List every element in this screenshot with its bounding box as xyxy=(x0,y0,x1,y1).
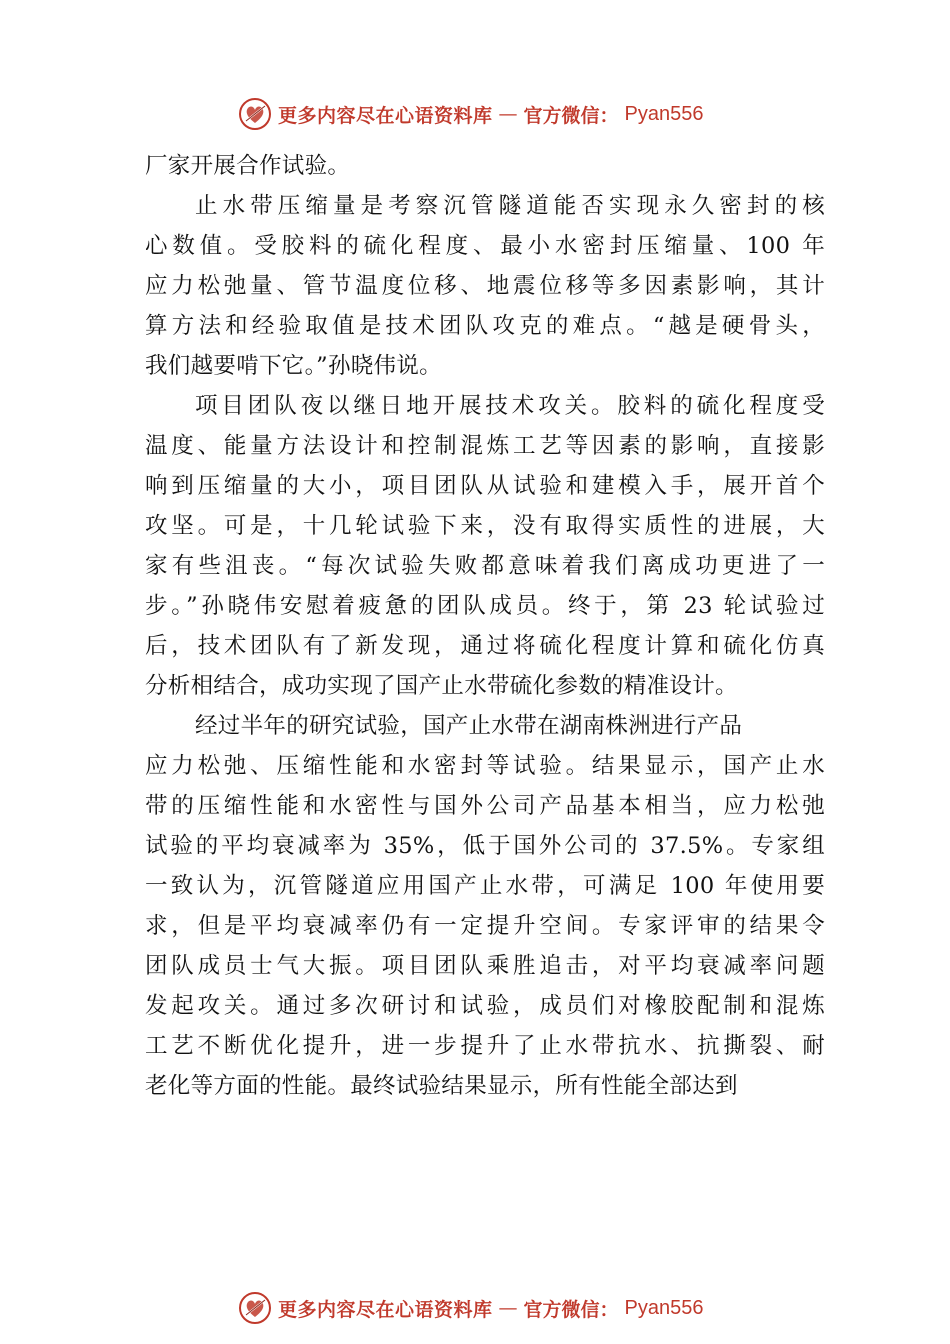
watermark-wechat-label: 官方微信： xyxy=(523,104,619,127)
footer-watermark xyxy=(238,1288,704,1328)
watermark-wechat-label: 官方微信： xyxy=(523,1298,619,1321)
text-line: 老化等方面的性能。最终试验结果显示，所有性能全部达到 xyxy=(145,1073,738,1099)
watermark-wechat-id: Pyan556 xyxy=(624,102,704,125)
watermark-site-text: 更多内容尽在心语资料库 xyxy=(278,104,493,127)
text-line: 止水带压缩量是考察沉管隧道能否实现永久密封的核 xyxy=(195,193,825,219)
text-line: 攻坚。可是，十几轮试验下来，没有取得实质性的进展，大 xyxy=(145,513,825,539)
text-line: 响到压缩量的大小，项目团队从试验和建模入手，展开首个 xyxy=(145,473,825,499)
watermark-separator: — xyxy=(498,103,518,125)
text-line: 家有些沮丧。“每次试验失败都意味着我们离成功更进了一 xyxy=(145,553,825,579)
watermark-site-text: 更多内容尽在心语资料库 xyxy=(278,1298,493,1321)
text-line: 试验的平均衰减率为 35%，低于国外公司的 37.5%。专家组 xyxy=(145,833,825,859)
watermark-wechat-id: Pyan556 xyxy=(624,1296,704,1319)
text-line: 温度、能量方法设计和控制混炼工艺等因素的影响，直接影 xyxy=(145,433,825,459)
text-line: 应力松弛、压缩性能和水密封等试验。结果显示，国产止水 xyxy=(145,753,825,779)
text-line: 应力松弛量、管节温度位移、地震位移等多因素影响，其计 xyxy=(145,273,825,299)
text-line: 发起攻关。通过多次研讨和试验，成员们对橡胶配制和混炼 xyxy=(145,993,825,1019)
text-line: 步。”孙晓伟安慰着疲惫的团队成员。终于，第 23 轮试验过 xyxy=(145,593,825,619)
text-line: 厂家开展合作试验。 xyxy=(145,153,351,179)
heart-logo-icon xyxy=(238,1291,272,1325)
text-line: 分析相结合，成功实现了国产止水带硫化参数的精准设计。 xyxy=(145,673,738,699)
text-line: 后，技术团队有了新发现，通过将硫化程度计算和硫化仿真 xyxy=(145,633,825,659)
text-line: 团队成员士气大振。项目团队乘胜追击，对平均衰减率问题 xyxy=(145,953,825,979)
watermark-separator: — xyxy=(498,1297,518,1319)
document-body xyxy=(145,146,825,1106)
text-line: 心数值。受胶料的硫化程度、最小水密封压缩量、100 年 xyxy=(145,233,825,259)
text-line: 我们越要啃下它。”孙晓伟说。 xyxy=(145,353,442,379)
text-line: 一致认为，沉管隧道应用国产止水带，可满足 100 年使用要 xyxy=(145,873,825,899)
text-line: 带的压缩性能和水密性与国外公司产品基本相当，应力松弛 xyxy=(145,793,825,819)
text-line: 项目团队夜以继日地开展技术攻关。胶料的硫化程度受 xyxy=(195,393,825,419)
header-watermark xyxy=(238,94,704,134)
heart-logo-icon xyxy=(238,97,272,131)
text-line: 算方法和经验取值是技术团队攻克的难点。“越是硬骨头， xyxy=(145,313,825,339)
text-line: 经过半年的研究试验，国产止水带在湖南株洲进行产品 xyxy=(195,713,743,739)
text-line: 求，但是平均衰减率仍有一定提升空间。专家评审的结果令 xyxy=(145,913,825,939)
text-line: 工艺不断优化提升，进一步提升了止水带抗水、抗撕裂、耐 xyxy=(145,1033,825,1059)
